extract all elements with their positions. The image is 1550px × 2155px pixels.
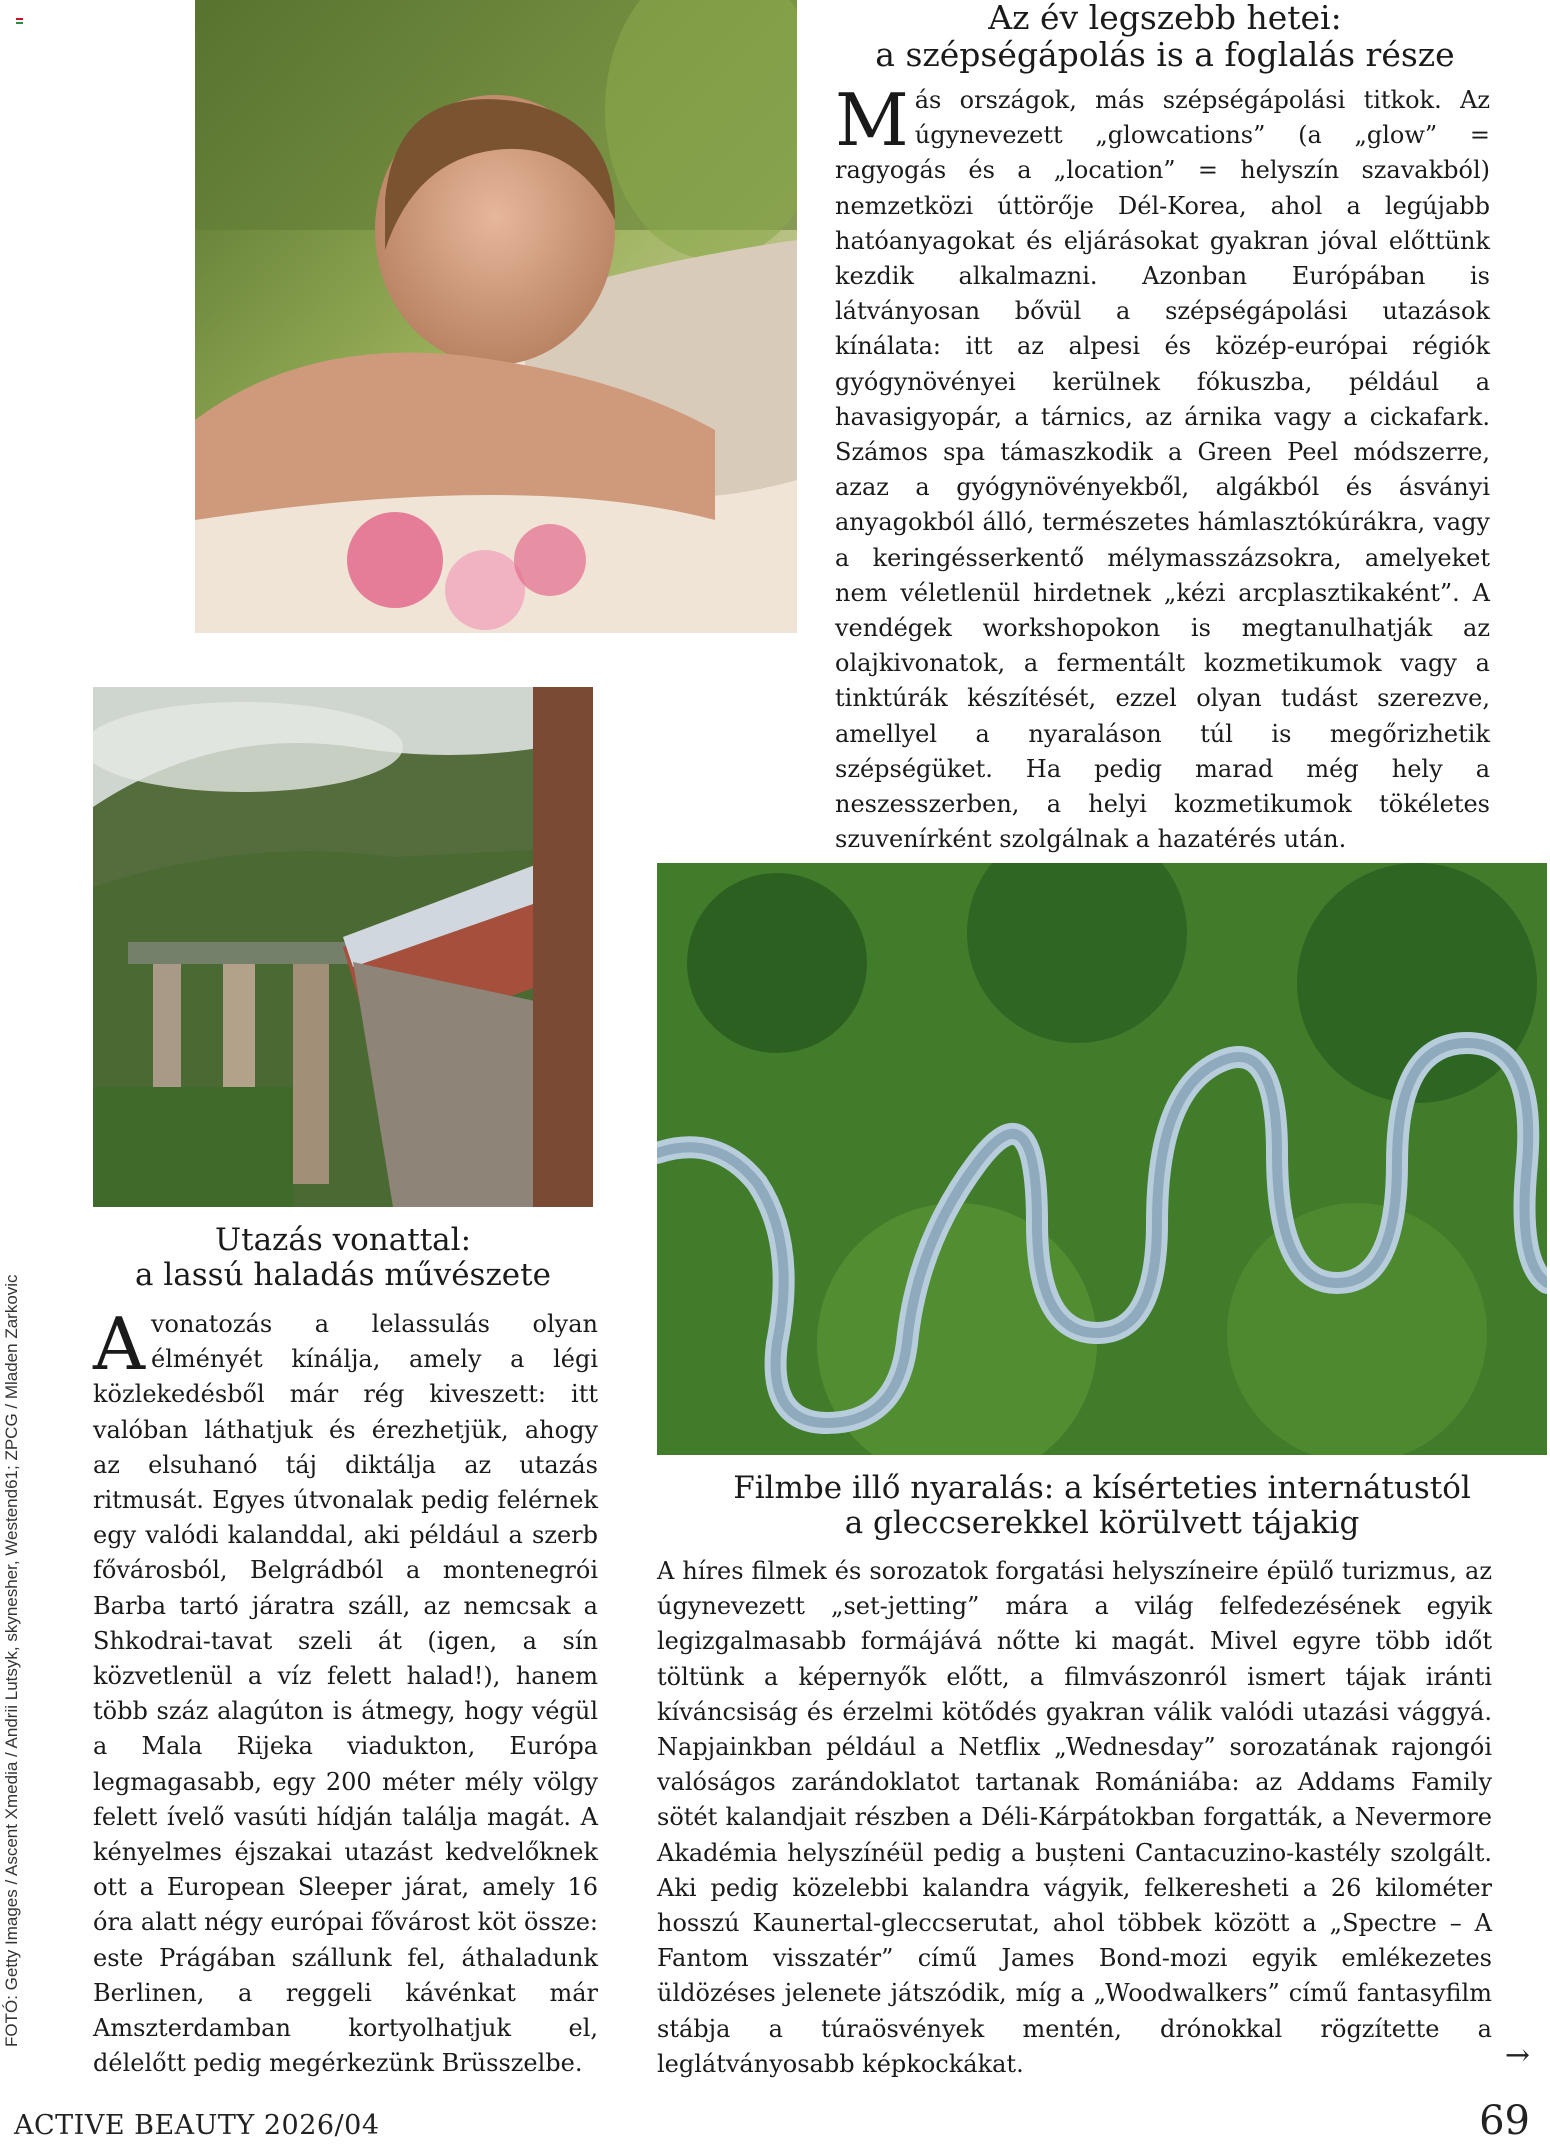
beauty-body-text: ás országok, más szépségápolási titkok. Az úgynevezett „glowcations” (a „glow” = ragyogás és a „location” = helyszín szavakból) nemzetközi úttörője Dél-Korea, ahol a legújabb hatóanyagokat és eljárásokat gyakran jóval előttünk kezdik alkalmazni. Azonban Európában is látványosan bővül a szépségápolási utazások kínálata: itt az alpesi és közép-európai régiók gyógynövényei kerülnek fókuszba, például a havasigyopár, a tárnics, az árnika vagy a cickafark. Számos spa támaszkodik a Green Peel módszerre, azaz a gyógynövényekből, algákból és ásványi anyagokból álló, természetes hámlasztókúrákra, vagy a keringésserkentő mélymasszázsokra, amelyeket nem véletlenül hirdetnek „kézi arcplasztikaként”. A vendégek workshopokon is megtanulhatják az olajkivonatok, a fermentált kozmetikumok vagy a tinktúrák készítését, ezzel olyan tudást szerezve, amellyel a nyaraláson túl is megőrizhetik szépségüket. Ha pedig marad még hely a neszesszerben, a helyi kozmetikumok tökéletes szuvenírként szolgálnak a hazatérés után.	[835, 86, 1490, 854]
film-title-line2: a gleccserekkel körülvett tájakig	[844, 1504, 1360, 1541]
film-title-line1: Filmbe illő nyaralás: a kísérteties internátustól	[733, 1470, 1471, 1506]
film-article-body	[657, 1554, 1492, 2082]
beauty-title-line2: a szépségápolás is a foglalás része	[875, 34, 1455, 74]
train-article-title	[93, 1223, 593, 1292]
flag-icon	[16, 18, 23, 25]
train-article-body	[93, 1302, 598, 2081]
page-number: 69	[1479, 2098, 1530, 2144]
train-viaduct-photo	[93, 687, 593, 1207]
train-title-line1: Utazás vonattal:	[214, 1222, 472, 1258]
beauty-article-title	[820, 0, 1510, 74]
beauty-title-line1: Az év legszebb hetei:	[988, 0, 1342, 37]
train-title-line2: a lassú haladás művészete	[135, 1256, 551, 1293]
train-body-text: vonatozás a lelassulás olyan élményét kínálja, amely a légi közlekedésből már rég kiveszett: itt valóban láthatjuk és érezhetjük, ahogy az elsuhanó táj diktálja az utazás ritmusát. Egyes útvonalak pedig felérnek egy valódi kalanddal, aki például a szerb fővárosból, Belgrádból a montenegrói Barba tartó járatra száll, az nemcsak a Shkodrai-tavat szeli át (igen, a sín közvetlenül a víz felett halad!), hanem több száz alagúton is átmegy, hogy végül a Mala Rijeka viadukton, Európa legmagasabb, egy 200 méter mély völgy felett ívelő vasúti hídján találja magát. A kényelmes éjszakai utazást kedvelőknek ott a European Sleeper járat, amely 16 óra alatt négy európai fővárost köt össze: este Prágában szállunk fel, áthaladunk Berlinen, a reggeli kávénkat már Amszterdamban kortyolhatjuk el, délelőtt pedig megérkezünk Brüsszelbe.	[93, 1310, 598, 2078]
train-dropcap: A	[93, 1302, 145, 1386]
film-article-title	[657, 1471, 1547, 1540]
magazine-issue-label: ACTIVE BEAUTY 2026/04	[14, 2110, 380, 2141]
next-page-arrow-icon[interactable]: →	[1504, 2038, 1530, 2073]
photo-credit: FOTÓ: Getty Images / Ascent Xmedia / Andrii Lutsyk, skynesher, Westend61; ZPCG / Mladen Zarkovic	[2, 1274, 21, 2047]
beauty-article-body	[835, 78, 1490, 857]
winding-road-photo	[657, 863, 1547, 1455]
beauty-dropcap: M	[835, 78, 909, 162]
spa-woman-photo	[195, 0, 797, 633]
film-body-text: A híres filmek és sorozatok forgatási helyszíneire épülő turizmus, az úgynevezett „set-jetting” mára a világ felfedezésének egyik legizgalmasabb formájává nőtte ki magát. Mivel egyre több időt töltünk a képernyők előtt, a filmvászonról ismert tájak iránti kíváncsiság és érzelmi kötődés gyakran válik valódi utazási vággyá. Napjainkban például a Netflix „Wednesday” sorozatának rajongói valóságos zarándoklatot tartanak Romániába: az Addams Family sötét kalandjait részben a Déli-Kárpátokban forgatták, a Nevermore Akadémia helyszínéül pedig a bușteni Cantacuzino-kastély szolgált. Aki pedig közelebbi kalandra vágyik, felkeresheti a 26 kilométer hosszú Kaunertal-gleccserutat, ahol többek között a „Spectre – A Fantom visszatér” című James Bond-mozi egyik emlékezetes üldözéses jelenete játszódik, míg a „Woodwalkers” című fantasyfilm stábja a túraösvények mentén, drónokkal rögzítette a leglátványosabb képkockákat.	[657, 1557, 1492, 2078]
